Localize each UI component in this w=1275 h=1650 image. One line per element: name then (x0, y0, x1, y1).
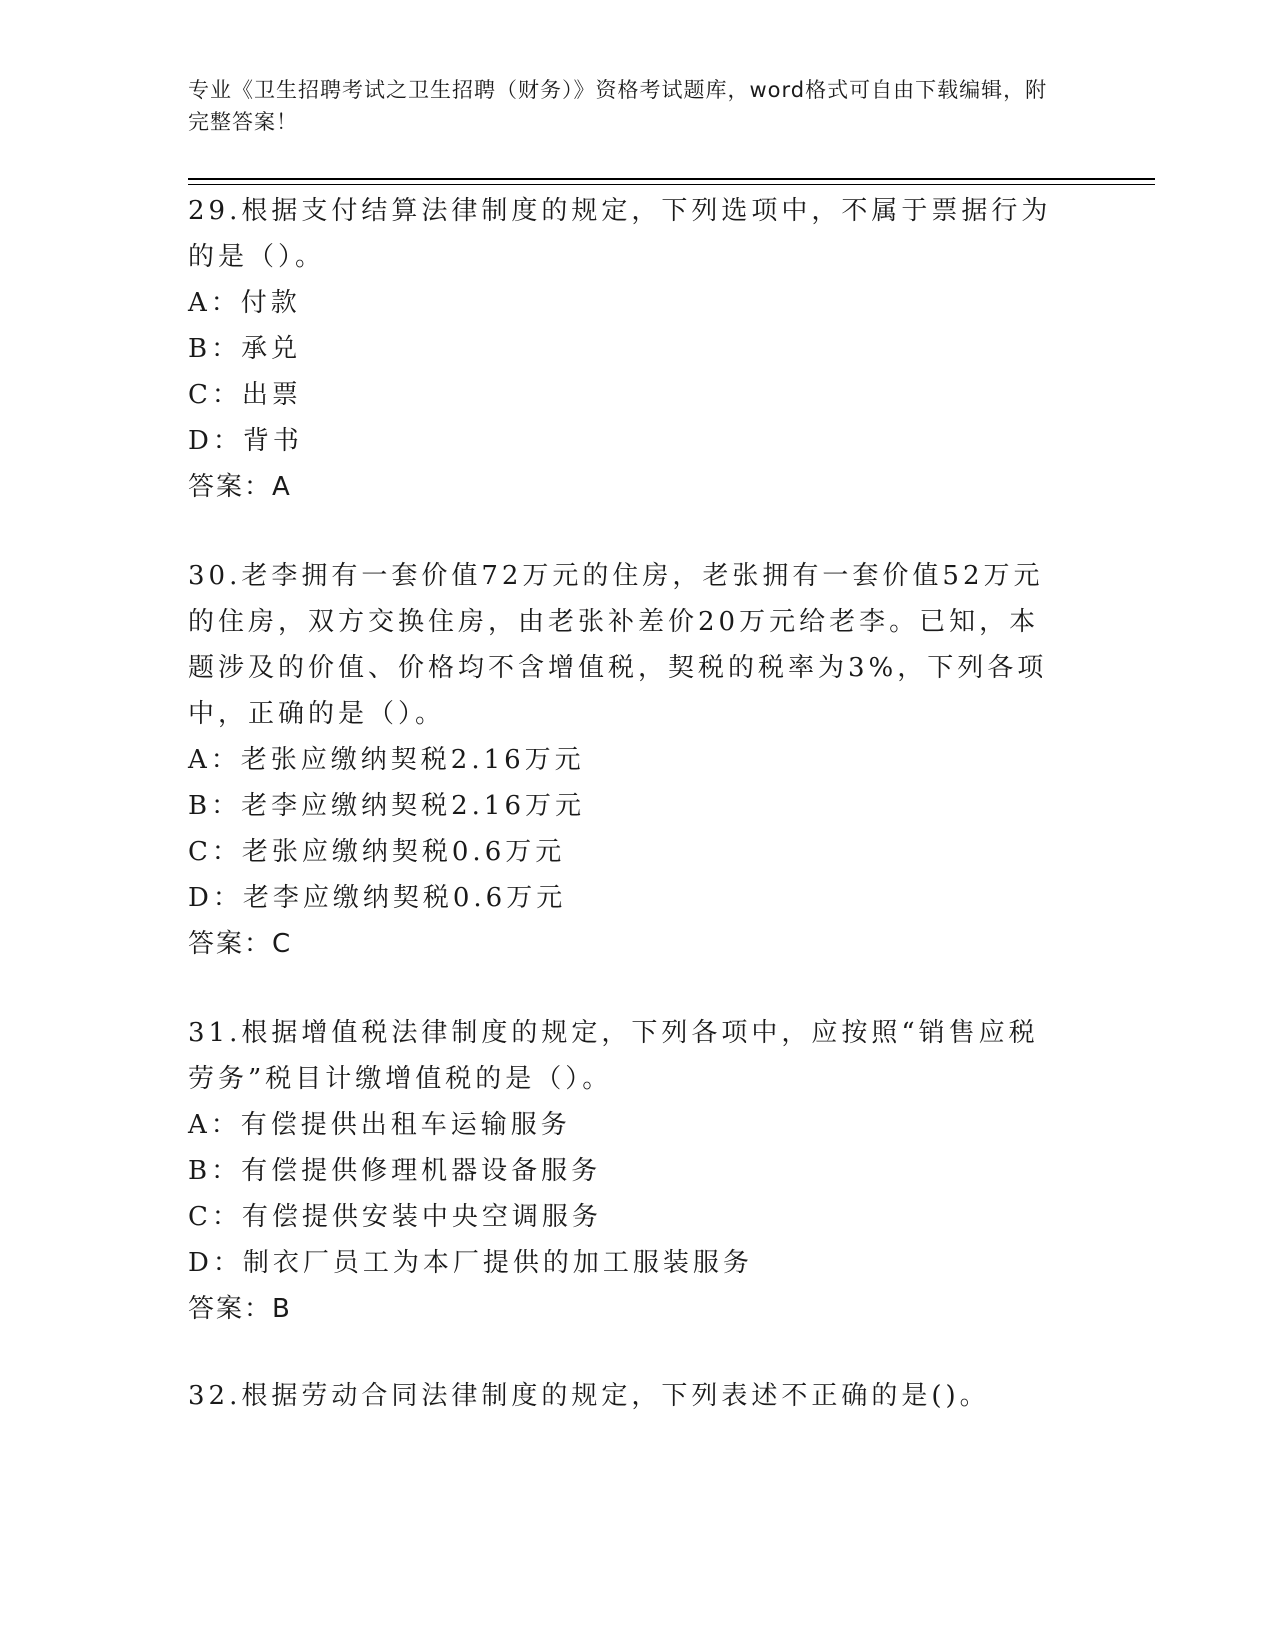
question-stem: 29.根据支付结算法律制度的规定，下列选项中，不属于票据行为的是（）。 (188, 196, 1052, 272)
option-a: A：有偿提供出租车运输服务 (188, 1110, 571, 1140)
question-30 (188, 553, 1068, 967)
question-29 (188, 188, 1068, 510)
option-b: B：承兑 (188, 334, 302, 364)
header-divider-thin (188, 184, 1155, 185)
option-b: B：有偿提供修理机器设备服务 (188, 1156, 602, 1186)
question-31 (188, 1010, 1068, 1332)
option-d: D：制衣厂员工为本厂提供的加工服装服务 (188, 1248, 753, 1278)
option-a: A：老张应缴纳契税2.16万元 (188, 745, 585, 775)
option-d: D：老李应缴纳契税0.6万元 (188, 883, 567, 913)
question-32 (188, 1373, 1068, 1419)
option-c: C：出票 (188, 380, 302, 410)
question-stem: 32.根据劳动合同法律制度的规定，下列表述不正确的是()。 (188, 1381, 990, 1411)
option-a: A：付款 (188, 288, 301, 318)
option-c: C：老张应缴纳契税0.6万元 (188, 837, 566, 867)
answer: 答案：B (188, 1294, 292, 1324)
option-d: D：背书 (188, 426, 303, 456)
option-c: C：有偿提供安装中央空调服务 (188, 1202, 602, 1232)
header-divider (188, 178, 1155, 180)
answer: 答案：A (188, 472, 292, 502)
option-b: B：老李应缴纳契税2.16万元 (188, 791, 585, 821)
question-stem: 30.老李拥有一套价值72万元的住房，老张拥有一套价值52万元的住房，双方交换住房，由老张补差价20万元给老李。已知，本题涉及的价值、价格均不含增值税，契税的税率为3%，下列各项中，正确的是（）。 (188, 561, 1048, 729)
document-intro: 专业《卫生招聘考试之卫生招聘（财务）》资格考试题库，word格式可自由下载编辑，附完整答案！ (188, 78, 1048, 134)
question-stem: 31.根据增值税法律制度的规定，下列各项中，应按照“销售应税劳务”税目计缴增值税的是（）。 (188, 1018, 1039, 1094)
answer: 答案：C (188, 929, 293, 959)
